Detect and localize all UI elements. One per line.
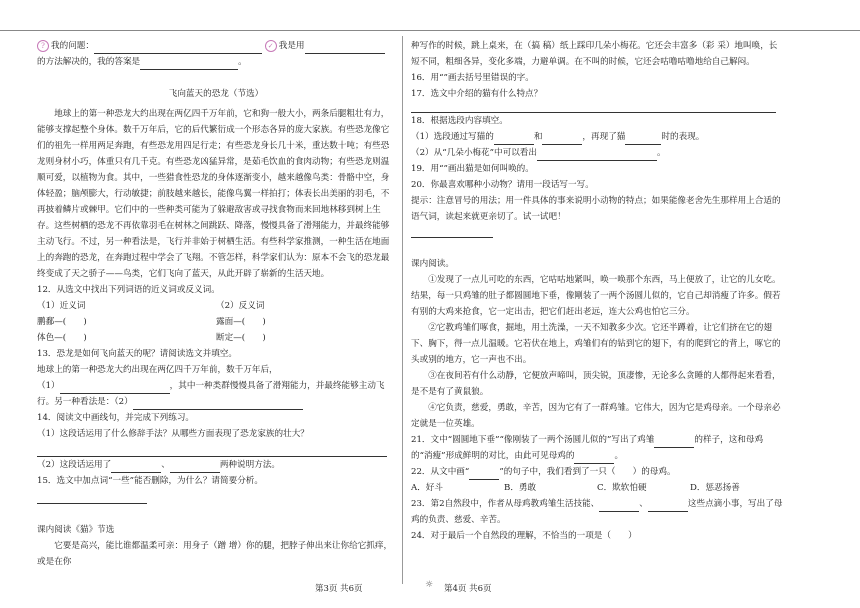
question-15: 15．选文中加点词“一些”能否删除，为什么？请简要分析。	[37, 476, 263, 486]
intro-line: ? 我的问题： ✓ 我是用	[37, 38, 395, 54]
right-column	[411, 38, 783, 544]
question-14: 14．阅读文中画线句，并完成下列练习。	[37, 413, 195, 423]
q13-line-a: 地球上的第一种恐龙大约出现在两亿四千万年前，数千万年后，	[37, 365, 278, 375]
question-20: 20．你最喜欢哪种小动物？请用一段话写一写。	[411, 180, 594, 190]
q13-line-b: （1） ，其中一种类群慢慢具备了滑翔能力，并最终能够主动飞	[37, 378, 395, 394]
q14-sub-1: （1）这段话运用了什么修辞手法？从哪些方面表现了恐龙家族的壮大？	[37, 429, 309, 439]
pink-circle-icon: ?	[37, 40, 49, 52]
question-17: 17．选文中介绍的猫有什么特点？	[411, 89, 543, 99]
answer-blank[interactable]	[537, 149, 657, 161]
reading-title: 课内阅读《猫》节选	[37, 525, 115, 535]
option-c[interactable]: C．欺软怕硬	[597, 483, 647, 493]
column-divider	[402, 36, 403, 584]
answer-blank[interactable]	[625, 133, 661, 145]
answer-blank[interactable]	[133, 398, 303, 410]
question-18: 18．根据选段内容填空。	[411, 116, 508, 126]
answer-blank[interactable]	[574, 452, 614, 464]
q13-line-c: 行。另一种看法是：（2）	[37, 394, 395, 410]
option-a[interactable]: A．好斗	[411, 483, 443, 493]
answer-blank[interactable]	[648, 500, 688, 512]
page-number-left: 第3页 共6页	[315, 584, 363, 594]
question-13: 13．恐龙是如何飞向蓝天的呢？请阅读选文并填空。	[37, 349, 237, 359]
question-19: 19．用“”画出猫是如何叫唤的。	[411, 164, 534, 174]
reading-first-line: 它要是高兴，能比谁都温柔可亲：用身子（蹭 增）你的腿，把脖子伸出来让你给它抓痒，或是在你	[37, 541, 393, 567]
q12-anti-label: （2）反义词	[216, 301, 265, 311]
q12-word: 体色—( )	[37, 333, 87, 343]
page-top-rule	[0, 30, 860, 31]
answer-blank	[469, 468, 499, 480]
q18-sub-2: （2）从“几朵小梅花”中可以看出 。	[411, 145, 783, 161]
answer-blank[interactable]	[60, 382, 170, 394]
answer-line[interactable]	[37, 489, 147, 504]
answer-blank[interactable]	[140, 58, 238, 70]
question-22: 22．从文中画“ ”的句子中，我们看到了一只（ ）的母鸡。	[411, 464, 783, 480]
answer-blank[interactable]	[94, 42, 262, 54]
pink-circle-icon: ✓	[265, 40, 277, 52]
question-24: 24．对于最后一个自然段的理解，不恰当的一项是（ ）	[411, 531, 637, 541]
answer-blank[interactable]	[494, 133, 534, 145]
q22-options	[411, 480, 783, 496]
reading-title: 课内阅读。	[411, 259, 454, 269]
answer-blank[interactable]	[542, 133, 582, 145]
answer-blank[interactable]	[111, 461, 161, 473]
page-number-right: 第4页 共6页	[444, 584, 492, 594]
answer-blank[interactable]	[305, 42, 385, 54]
reading-continued: 种写作的时候，跳上桌来，在（搞 稿）纸上踩印几朵小梅花。它还会丰富多（彩 采）地叫唤，长短不同，粗细各异，变化多端，力避单调。在不叫的时候，它还会咕噜咕噜地给自己解闷。	[411, 41, 778, 67]
sun-icon: ☼	[425, 580, 434, 590]
answer-blank[interactable]	[599, 500, 639, 512]
q12-word: 断定—( )	[216, 333, 266, 343]
q18-sub-1: （1）选段通过写猫的 和 ，再现了猫 时的表现。	[411, 129, 783, 145]
intro-line-2: 的方法解决的，我的答案是 。	[37, 54, 395, 70]
writing-tip: 提示：注意冒号的用法；用一件具体的事来说明小动物的特点；如果能像老舍先生那样用上合适的语气词，读起来就更亲切了。试一试吧！	[411, 196, 781, 222]
answer-line[interactable]	[37, 442, 387, 457]
passage-paragraph: ③在夜间若有什么动静，它便放声啼叫，顶尖锐，顶凄惨，无论多么贪睡的人都得起来看看，是不是有了黄鼠狼。	[411, 371, 781, 397]
question-16: 16．用“”画去括号里错误的字。	[411, 73, 534, 83]
passage-paragraph: ①发现了一点儿可吃的东西，它咕咕地紧叫，唤一唤那个东西，马上便放了，让它的儿女吃。结果，每一只鸡雏的肚子都圆圆地下垂，像剛装了一两个汤圆儿似的，它自己却消瘦了许多。假若有别的大鸡来抢食，它一定出击，把它们赶出老远，连大公鸡也怕它三分。	[411, 275, 781, 317]
q14-sub-2: （2）这段话运用了 、 两种说明方法。	[37, 457, 395, 473]
answer-blank[interactable]	[654, 436, 694, 448]
question-23: 23．第2自然段中，作者从母鸡教鸡雏生活技能、 、 这些点滴小事，写出了母鸡的负责、慈爱、辛苦。	[411, 499, 783, 525]
option-d[interactable]: D．惩恶扬善	[690, 483, 740, 493]
q12-word: 鹏鄱—( )	[37, 317, 87, 327]
q12-near-label: （1）近义词	[37, 301, 86, 311]
left-column	[37, 38, 395, 570]
q12-word: 露面—( )	[216, 317, 266, 327]
option-b[interactable]: B．勇敢	[504, 483, 537, 493]
answer-blank[interactable]	[170, 461, 220, 473]
passage-title: 飞向蓝天的恐龙（节选）	[168, 89, 264, 99]
answer-line[interactable]	[411, 225, 493, 238]
passage-paragraph: ④它负责，慈爱，勇敢，辛苦，因为它有了一群鸡雏。它伟大，因为它是鸡母亲。一个母亲必定就是一位英雄。	[411, 403, 781, 429]
answer-line[interactable]	[411, 102, 776, 113]
question-12: 12．从选文中找出下列词语的近义词或反义词。	[37, 285, 220, 295]
question-21: 21．文中“圆圆地下垂”“像刚装了一两个汤圆儿似的”写出了鸡雏 的样子，这和母鸡的“消瘦”形成鲜明的对比，由此可见母鸡的 。	[411, 432, 783, 464]
passage-paragraph: ②它教鸡雏们啄食，掘地，用土洗澡，一天不知教多少次。它还半蹲着，让它们挤在它的翅下、胸下，得一点儿温暖。它若伏在地上，鸡雏们有的钻到它的翅下，有的爬到它的背上，啄它的头或别的地方，它一声也不出。	[411, 323, 781, 365]
passage-paragraph: 地球上的第一种恐龙大约出现在两亿四千万年前，它和狗一般大小，两条后腿粗壮有力，能够支撑起整个身体。数千万年后，它的后代繁衍成一个形态各异的庞大家族。有些恐龙像它们的祖先一样用两足奔跑，有些恐龙用四足行走；有些恐龙身长几十米，重达数十吨；有些恐龙则身材小巧，体重只有几千克。有些恐龙凶猛异常，是茹毛饮血的食肉动物；有些恐龙则温顺可爱，以植物为食。其中，一些猎食性恐龙的身体逐渐变小，越来越像鸟类：骨骼中空，身体轻盈；脑颅膨大，行动敏捷；前肢越来越长，能像鸟翼一样拍打；体表长出美丽的羽毛，不再披着鳞片或棘甲。它们中的一些种类可能为了躲避敌害或寻找食物而来回地林移到树上生存。这些树栖的恐龙不再依靠羽毛在树林之间跳跃、降落，慢慢具备了滑翔能力，并最终能够主动飞行。不过，另一种看法是，飞行并非始于树栖生活。有些科学家推测，一种生活在地面上的奔跑的恐龙，在奔跑过程中学会了飞翔。不管怎样，科学家们认为：原本不会飞的恐龙最终变成了天之骄子——鸟类，它们飞向了蓝天，从此开辟了崭新的生活天地。	[37, 109, 390, 279]
